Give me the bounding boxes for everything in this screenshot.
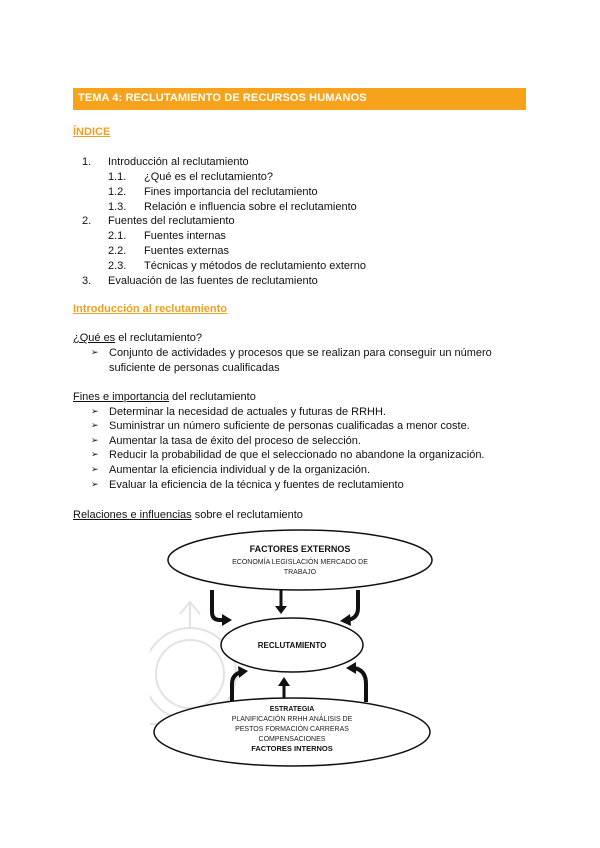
index-num: 3. bbox=[82, 275, 92, 287]
fines-bullet: Reducir la probabilidad de que el seleccionado no abandone la organización. bbox=[109, 449, 485, 461]
indice-heading: ÍNDICE bbox=[73, 126, 111, 138]
index-item: Fuentes del reclutamiento bbox=[108, 215, 235, 227]
fines-heading-rest: del reclutamiento bbox=[169, 391, 256, 403]
bullet-arrow-icon: ➢ bbox=[91, 420, 99, 430]
index-item: Fuentes internas bbox=[144, 230, 226, 242]
index-num: 1.1. bbox=[108, 171, 127, 183]
title-bar bbox=[73, 88, 526, 110]
internal-factors-line: PESTOS FORMACIÓN CARRERAS bbox=[235, 726, 349, 733]
bullet-arrow-icon: ➢ bbox=[91, 435, 99, 445]
que-es-bullet-line: suficiente de personas cualificadas bbox=[109, 362, 280, 374]
index-num: 1.2. bbox=[108, 186, 127, 198]
que-es-bullet-line: Conjunto de actividades y procesos que se realizan para conseguir un número bbox=[109, 347, 492, 359]
index-item: Evaluación de las fuentes de reclutamiento bbox=[108, 275, 318, 287]
internal-factors-line: COMPENSACIONES bbox=[258, 736, 326, 743]
relaciones-heading-rest: sobre el reclutamiento bbox=[191, 509, 303, 521]
internal-factors-head: ESTRATEGIA bbox=[269, 706, 315, 713]
index-num: 1. bbox=[82, 156, 92, 168]
index-item: Fuentes externas bbox=[144, 245, 229, 257]
relaciones-heading-underlined: Relaciones e influencias bbox=[73, 509, 192, 521]
index-num: 2. bbox=[82, 215, 92, 227]
index-num: 2.1. bbox=[108, 230, 127, 242]
index-item: Introducción al reclutamiento bbox=[108, 156, 249, 168]
external-factors-line: TRABAJO bbox=[283, 569, 317, 576]
external-factors-title: FACTORES EXTERNOS bbox=[249, 544, 351, 554]
external-factors-line: ECONOMÍA LEGISLACIÓN MERCADO DE bbox=[232, 559, 368, 566]
fines-bullet: Aumentar la eficiencia individual y de la organización. bbox=[109, 464, 371, 476]
index-num: 1.3. bbox=[108, 201, 127, 213]
section-heading: Introducción al reclutamiento bbox=[73, 303, 228, 315]
bullet-arrow-icon: ➢ bbox=[91, 479, 99, 489]
bullet-arrow-icon: ➢ bbox=[91, 347, 99, 357]
internal-factors-title: FACTORES INTERNOS bbox=[251, 744, 333, 753]
bullet-arrow-icon: ➢ bbox=[91, 406, 99, 416]
internal-factors-line: PLANIFICACIÓN RRHH ANÁLISIS DE bbox=[231, 716, 353, 723]
relaciones-heading bbox=[73, 508, 303, 522]
bullet-arrow-icon: ➢ bbox=[91, 449, 99, 459]
que-es-heading-underlined: ¿Qué es bbox=[73, 332, 116, 344]
index-item: Relación e influencia sobre el reclutamiento bbox=[144, 201, 357, 213]
fines-bullet: Suministrar un número suficiente de personas cualificadas a menor coste. bbox=[109, 420, 470, 432]
page-title: TEMA 4: RECLUTAMIENTO DE RECURSOS HUMANOS bbox=[78, 92, 367, 104]
recruitment-label: RECLUTAMIENTO bbox=[257, 641, 327, 650]
index-item: ¿Qué es el reclutamiento? bbox=[144, 171, 274, 183]
fines-heading-underlined: Fines e importancia bbox=[73, 391, 169, 403]
index-num: 2.3. bbox=[108, 260, 127, 272]
fines-bullet: Aumentar la tasa de éxito del proceso de selección. bbox=[109, 435, 361, 447]
fines-heading bbox=[73, 390, 256, 404]
index-item: Fines importancia del reclutamiento bbox=[144, 186, 318, 198]
que-es-heading-rest: el reclutamiento? bbox=[115, 332, 203, 344]
recruitment-factors-diagram bbox=[150, 524, 450, 770]
index-num: 2.2. bbox=[108, 245, 127, 257]
index-item: Técnicas y métodos de reclutamiento externo bbox=[144, 260, 366, 272]
que-es-heading bbox=[73, 331, 202, 345]
fines-bullet: Evaluar la eficiencia de la técnica y fuentes de reclutamiento bbox=[109, 479, 404, 491]
fines-bullet: Determinar la necesidad de actuales y futuras de RRHH. bbox=[109, 406, 386, 418]
bullet-arrow-icon: ➢ bbox=[91, 464, 99, 474]
